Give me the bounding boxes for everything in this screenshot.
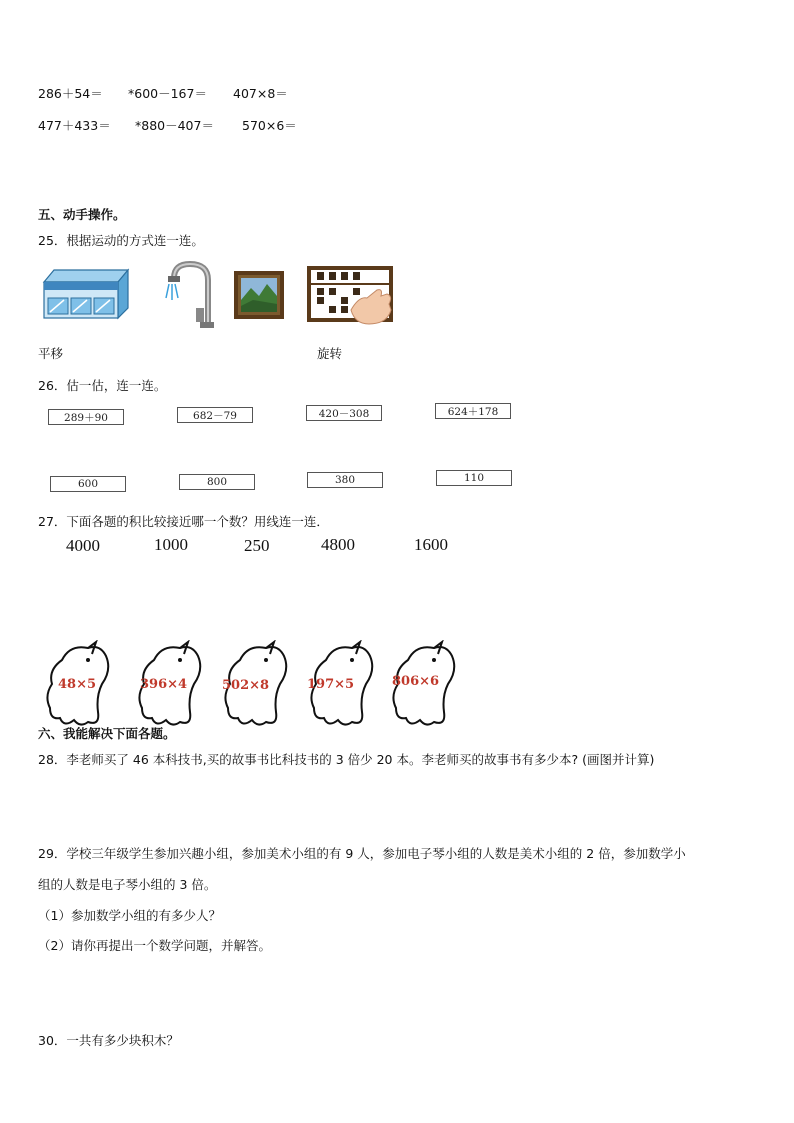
- label-translation: 平移: [38, 346, 64, 361]
- expression-box[interactable]: 420－308: [306, 405, 382, 421]
- section-title: 六、我能解决下面各题。: [38, 726, 176, 741]
- ghost-icon[interactable]: [128, 640, 208, 730]
- answer-box[interactable]: 110: [436, 470, 512, 486]
- question-text: 29．学校三年级学生参加兴趣小组，参加美术小组的有 9 人，参加电子琴小组的人数是美术小组的 2 倍，参加数学小: [38, 846, 686, 861]
- product-label: 502×8: [222, 678, 270, 693]
- answer-box[interactable]: 380: [307, 472, 383, 488]
- product-label: 48×5: [58, 677, 97, 692]
- ghost-icon[interactable]: [214, 640, 294, 730]
- label-rotation: 旋转: [317, 346, 343, 361]
- question-text: 25．根据运动的方式连一连。: [38, 233, 204, 248]
- abacus-icon: [307, 266, 393, 326]
- sub-question: （2）请你再提出一个数学问题，并解答。: [38, 938, 271, 953]
- section-title: 五、动手操作。: [38, 207, 126, 222]
- target-number[interactable]: 250: [244, 536, 270, 555]
- question-text: 28．李老师买了 46 本科技书,买的故事书比科技书的 3 倍少 20 本。李老师买的故事书有多少本? (画图并计算): [38, 752, 655, 767]
- calc-item: 477＋433＝: [38, 118, 111, 133]
- sub-question: （1）参加数学小组的有多少人？: [38, 908, 221, 923]
- product-label: 806×6: [392, 674, 440, 689]
- question-text: 27．下面各题的积比较接近哪一个数？用线连一连．: [38, 514, 329, 529]
- ghost-icon[interactable]: [36, 640, 116, 730]
- calc-item: *880－407＝: [135, 118, 214, 133]
- calc-item: 407×8＝: [233, 86, 288, 101]
- calc-item: 570×6＝: [242, 118, 297, 133]
- expression-box[interactable]: 289＋90: [48, 409, 124, 425]
- target-number[interactable]: 1000: [154, 535, 188, 554]
- faucet-icon: [160, 260, 216, 330]
- ghost-icon[interactable]: [382, 640, 462, 730]
- question-text: 26．估一估，连一连。: [38, 378, 167, 393]
- product-label: 197×5: [307, 677, 355, 692]
- target-number[interactable]: 4000: [66, 536, 100, 555]
- answer-box[interactable]: 800: [179, 474, 255, 490]
- expression-box[interactable]: 682－79: [177, 407, 253, 423]
- target-number[interactable]: 4800: [321, 535, 355, 554]
- aquarium-icon: [42, 268, 130, 320]
- target-number[interactable]: 1600: [414, 535, 448, 554]
- product-label: 396×4: [140, 677, 188, 692]
- question-text: 30．一共有多少块积木？: [38, 1033, 179, 1048]
- expression-box[interactable]: 624＋178: [435, 403, 511, 419]
- question-text: 组的人数是电子琴小组的 3 倍。: [38, 877, 217, 892]
- calc-item: 286＋54＝: [38, 86, 103, 101]
- answer-box[interactable]: 600: [50, 476, 126, 492]
- picture-frame-icon: [233, 270, 285, 320]
- ghost-icon[interactable]: [300, 640, 380, 730]
- calc-item: *600－167＝: [128, 86, 207, 101]
